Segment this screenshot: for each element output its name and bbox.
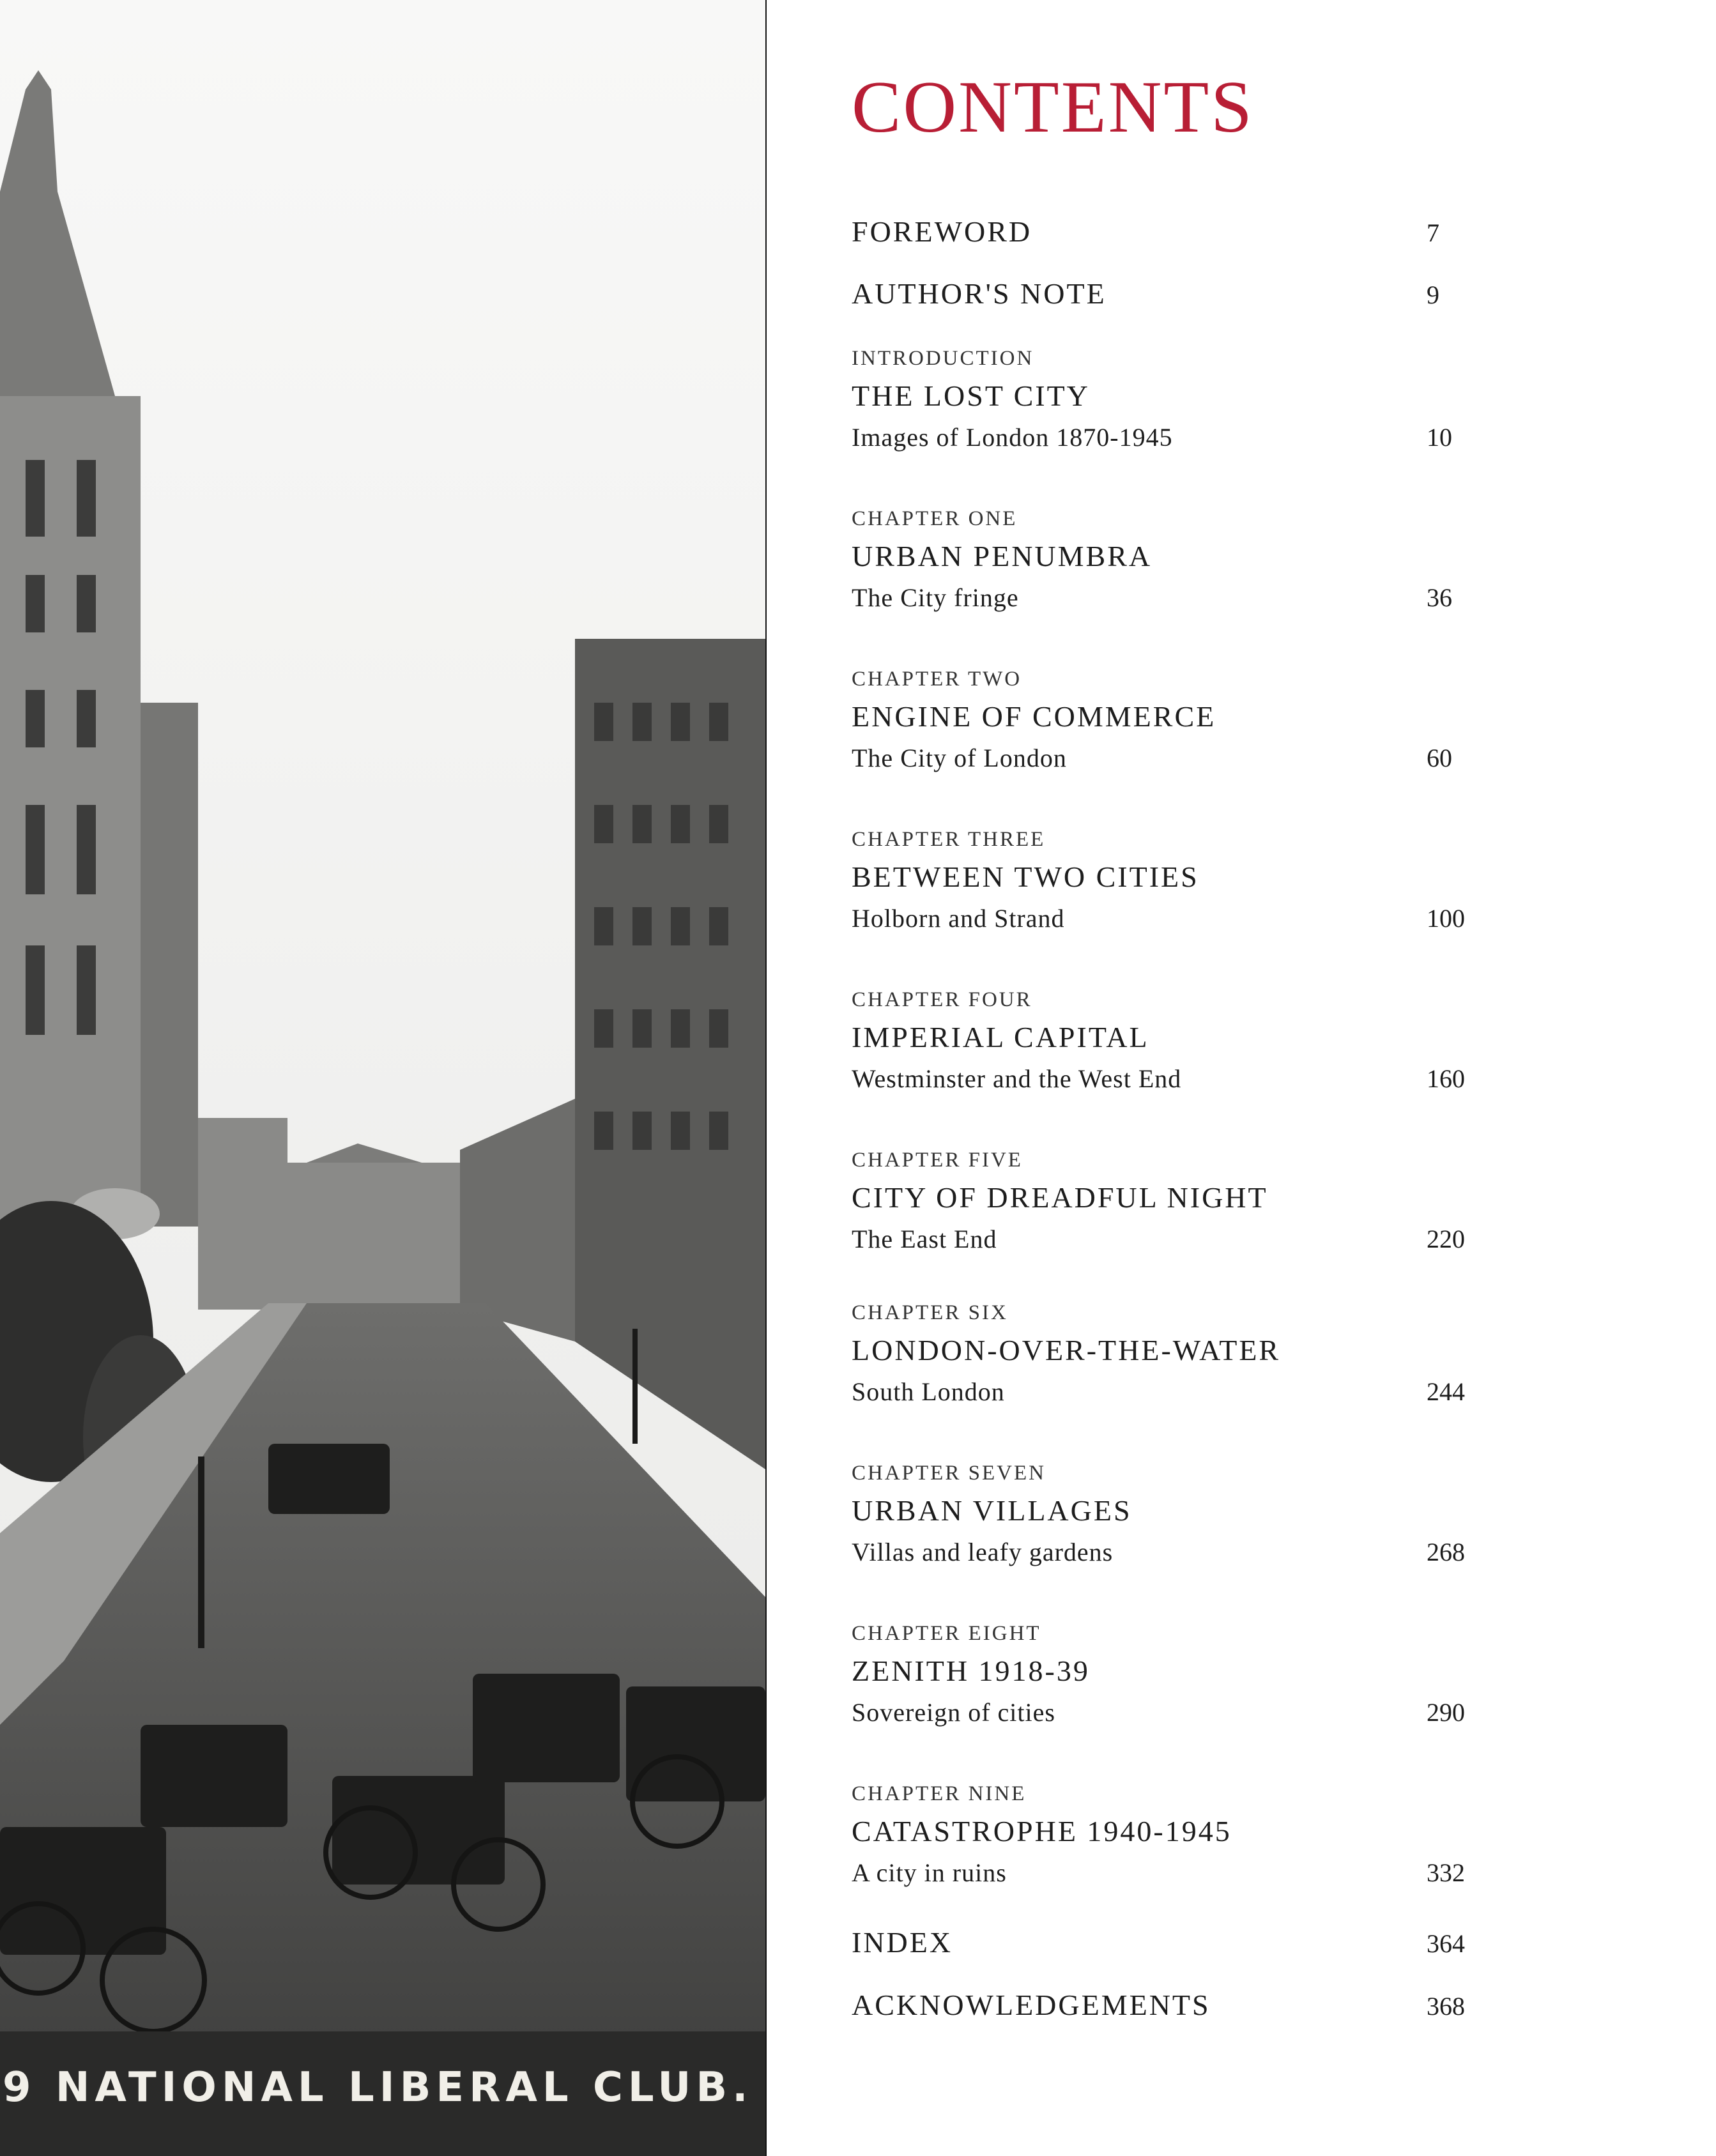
page-number: 36 — [1427, 583, 1452, 612]
page-number: 244 — [1427, 1377, 1465, 1406]
street-scene-illustration — [0, 0, 765, 2156]
entry-title: BETWEEN TWO CITIES — [852, 860, 1199, 893]
entry-title: IMPERIAL CAPITAL — [852, 1021, 1149, 1053]
entry-title: ZENITH 1918-39 — [852, 1655, 1090, 1687]
entry-title: URBAN VILLAGES — [852, 1494, 1132, 1527]
entry-label: CHAPTER TWO — [852, 668, 1022, 691]
page-number: 220 — [1427, 1225, 1465, 1253]
historic-street-photo — [0, 0, 767, 2156]
entry-subtitle: The City of London — [852, 744, 1067, 772]
entry-title: CATASTROPHE 1940-1945 — [852, 1815, 1232, 1847]
entry-label: CHAPTER SEVEN — [852, 1462, 1046, 1485]
page-number: 290 — [1427, 1698, 1465, 1727]
entry-title: CITY OF DREADFUL NIGHT — [852, 1181, 1268, 1214]
page-number: 9 — [1427, 280, 1439, 309]
entry-label: CHAPTER ONE — [852, 507, 1018, 530]
entry-title: URBAN PENUMBRA — [852, 540, 1153, 572]
photo-caption: 9 NATIONAL LIBERAL CLUB. — [3, 2064, 753, 2111]
page-number: 160 — [1427, 1064, 1465, 1093]
entry-subtitle: Westminster and the West End — [852, 1064, 1182, 1093]
page-number: 10 — [1427, 423, 1452, 452]
entry-subtitle: A city in ruins — [852, 1858, 1007, 1887]
entry-title: AUTHOR'S NOTE — [852, 277, 1107, 310]
entry-label: CHAPTER FIVE — [852, 1149, 1023, 1172]
entry-label: INTRODUCTION — [852, 347, 1034, 370]
entry-title: LONDON-OVER-THE-WATER — [852, 1334, 1281, 1366]
page-number: 368 — [1427, 1992, 1465, 2021]
entry-title: ACKNOWLEDGEMENTS — [852, 1989, 1211, 2021]
entry-title: FOREWORD — [852, 215, 1032, 248]
page-number: 60 — [1427, 744, 1452, 772]
page-title: CONTENTS — [852, 66, 1254, 148]
entry-subtitle: Sovereign of cities — [852, 1698, 1055, 1727]
entry-label: CHAPTER FOUR — [852, 988, 1032, 1011]
entry-label: CHAPTER EIGHT — [852, 1622, 1041, 1645]
entry-subtitle: Holborn and Strand — [852, 904, 1065, 933]
entry-title: ENGINE OF COMMERCE — [852, 700, 1216, 733]
entry-subtitle: The East End — [852, 1225, 997, 1253]
entry-subtitle: Images of London 1870-1945 — [852, 423, 1173, 452]
entry-subtitle: South London — [852, 1377, 1005, 1406]
page-number: 7 — [1427, 218, 1439, 247]
entry-subtitle: The City fringe — [852, 583, 1019, 612]
entry-title: INDEX — [852, 1926, 953, 1959]
page-number: 332 — [1427, 1858, 1465, 1887]
page-number: 100 — [1427, 904, 1465, 933]
entry-subtitle: Villas and leafy gardens — [852, 1538, 1114, 1566]
entry-label: CHAPTER SIX — [852, 1301, 1008, 1324]
page-number: 268 — [1427, 1538, 1465, 1566]
page-number: 364 — [1427, 1929, 1465, 1958]
entry-title: THE LOST CITY — [852, 379, 1090, 412]
entry-label: CHAPTER NINE — [852, 1782, 1027, 1805]
entry-label: CHAPTER THREE — [852, 828, 1046, 851]
